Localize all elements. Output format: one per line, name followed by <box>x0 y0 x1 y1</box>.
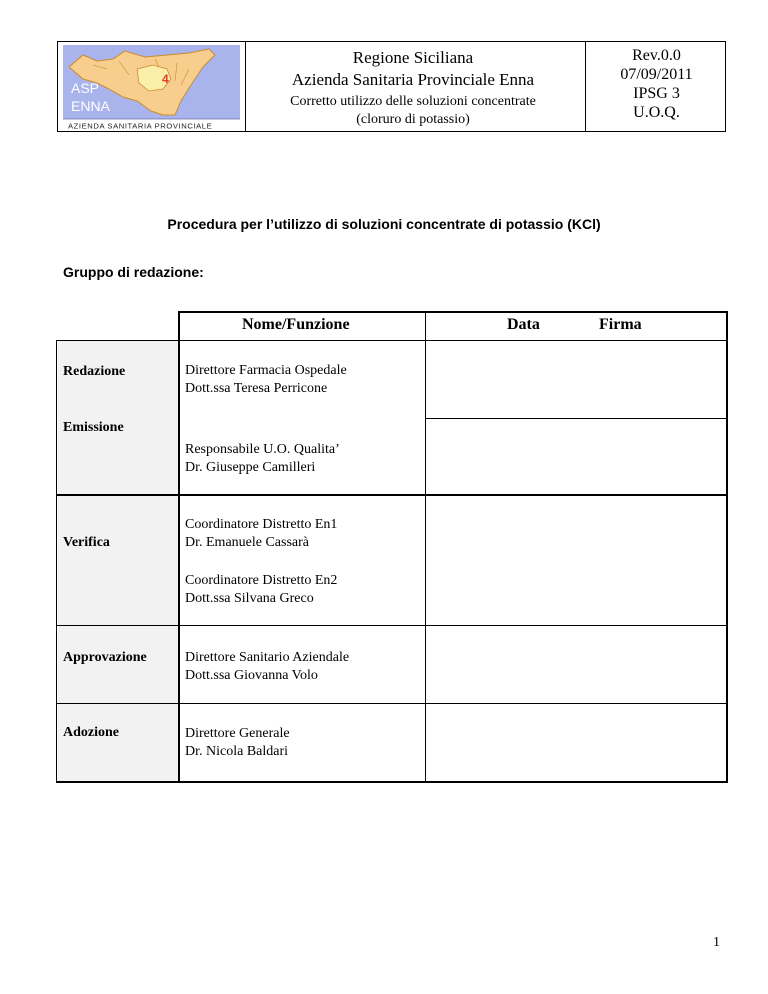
header-agency: Azienda Sanitaria Provinciale Enna <box>291 70 535 89</box>
header-divider <box>245 42 246 131</box>
verifica-entry <box>185 572 337 608</box>
table-border <box>178 311 180 783</box>
logo-badge: 4 <box>162 72 169 86</box>
approvazione-person: Dott.ssa Giovanna Volo <box>185 668 318 683</box>
procedure-title: Procedura per l’utilizzo di soluzioni concentrate di potassio (KCl) <box>167 216 601 232</box>
table-border <box>56 703 728 704</box>
verifica-person: Dr. Emanuele Cassarà <box>185 535 310 550</box>
redazione-entry <box>185 362 347 398</box>
table-border <box>726 311 728 783</box>
unit-code: U.O.Q. <box>633 104 680 121</box>
verifica-entry <box>185 516 337 552</box>
adozione-entry <box>185 725 290 761</box>
group-label: Gruppo di redazione: <box>63 264 204 280</box>
table-border <box>178 311 728 313</box>
header-doc-title-2: (cloruro di potassio) <box>356 112 470 127</box>
adozione-person: Dr. Nicola Baldari <box>185 744 289 759</box>
emissione-entry <box>185 441 340 477</box>
emissione-person: Dr. Giuseppe Camilleri <box>185 460 316 475</box>
verifica-person: Dott.ssa Silvana Greco <box>185 591 314 606</box>
procedure-code: IPSG 3 <box>633 85 680 102</box>
logo-line-2: ENNA <box>71 98 110 114</box>
table-border <box>425 313 426 783</box>
header-region: Regione Siciliana <box>352 48 474 67</box>
row-label-approvazione: Approvazione <box>63 650 147 665</box>
revision-date: 07/09/2011 <box>620 66 693 83</box>
verifica-role: Coordinatore Distretto En1 <box>185 517 338 532</box>
col-header-date: Data <box>507 316 540 333</box>
row-label-verifica: Verifica <box>63 535 110 550</box>
approvazione-role: Direttore Sanitario Aziendale <box>185 650 350 665</box>
row-label-emissione: Emissione <box>63 420 124 435</box>
table-border <box>56 781 728 783</box>
table-border <box>56 625 728 626</box>
redazione-role: Direttore Farmacia Ospedale <box>185 363 347 378</box>
table-border <box>56 494 728 496</box>
revision: Rev.0.0 <box>632 47 681 64</box>
row-label-redazione: Redazione <box>63 364 126 379</box>
col-header-name: Nome/Funzione <box>242 316 350 333</box>
table-border <box>425 418 728 419</box>
table-border <box>56 340 728 341</box>
verifica-role: Coordinatore Distretto En2 <box>185 573 338 588</box>
asp-enna-logo <box>63 45 240 131</box>
logo-footer-text: AZIENDA SANITARIA PROVINCIALE <box>68 121 213 131</box>
header-revision-block <box>586 46 727 122</box>
table-border <box>56 341 57 783</box>
adozione-role: Direttore Generale <box>185 726 290 741</box>
col-header-signature: Firma <box>599 316 642 333</box>
header-doc-title-1: Corretto utilizzo delle soluzioni concentrate <box>290 94 536 109</box>
page-number: 1 <box>713 935 720 950</box>
document-header <box>57 41 726 132</box>
redazione-person: Dott.ssa Teresa Perricone <box>185 381 328 396</box>
emissione-role: Responsabile U.O. Qualita’ <box>185 442 340 457</box>
row-label-adozione: Adozione <box>63 725 119 740</box>
approvazione-entry <box>185 649 349 685</box>
logo-line-1: ASP <box>71 80 100 96</box>
